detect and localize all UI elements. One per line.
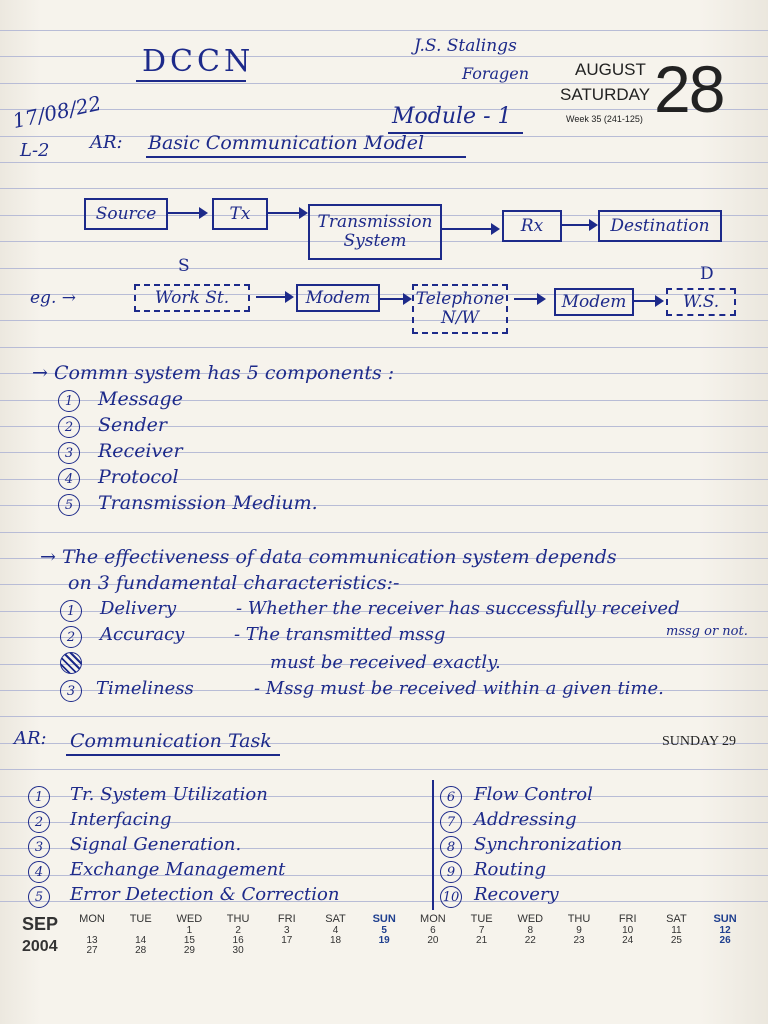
calendar-day-column [267,914,307,956]
number-circle: 3 [58,442,80,464]
heading-underline [146,156,466,158]
task-item: Synchronization [474,834,623,855]
calendar-date: 22 [524,935,536,946]
components-intro: → Commn system has 5 components : [32,362,395,384]
ruled-line [0,162,768,163]
calendar-date [510,946,550,956]
number-circle: 1 [28,786,50,808]
calendar-date: 21 [476,935,488,946]
effectiveness-line-1: → The effectiveness of data communication system depends [40,546,617,568]
calendar-weekday: MON [420,913,446,925]
calendar-weekday: SAT [325,913,346,925]
number-circle: 1 [60,600,82,622]
arrow [634,300,662,302]
task-column-divider [432,780,434,910]
component-item: Protocol [98,466,179,488]
calendar-date [316,946,356,956]
calendar-date [559,946,599,956]
diary-month: AUGUST [575,60,646,79]
destination-box: Destination [598,210,722,242]
calendar-date [656,946,696,956]
calendar-day-column [72,914,112,956]
component-item: Message [98,388,183,410]
number-circle: 1 [58,390,80,412]
calendar-date: 3 [284,925,290,936]
calendar-date: 30 [232,945,244,956]
note-date: 17/08/22 [10,90,104,134]
task-item: Signal Generation. [70,834,242,855]
calendar-date: 6 [430,925,436,936]
accuracy-label: Accuracy [100,624,185,645]
arrow [166,212,206,214]
calendar-date: 28 [135,945,147,956]
section-marker: AR: [90,132,123,153]
number-circle: 10 [440,886,462,908]
scribbled-out-mark [60,652,82,674]
calendar-weekday: FRI [618,913,637,925]
component-item: Receiver [98,440,183,462]
tx-box: Tx [212,198,268,230]
sunday-label: SUNDAY 29 [662,734,737,749]
ruled-line [0,769,768,770]
calendar-weekday: TUE [129,913,152,925]
calendar-weekday: SAT [666,913,687,925]
calendar-date: 8 [527,925,534,936]
calendar-weekday: MON [79,913,105,925]
calendar-date: 12 [719,925,731,936]
number-circle: 3 [28,836,50,858]
calendar-day-column [316,914,356,956]
calendar-date [267,946,307,956]
telephone-network-box: Telephone N/W [412,284,508,334]
ruled-line [0,56,768,57]
calendar-date [462,946,502,956]
delivery-tail: mssg or not. [666,624,748,639]
ruled-line [0,532,768,533]
work-station-box: Work St. [134,284,250,312]
task-item: Tr. System Utilization [70,784,268,805]
publisher-name: Foragen [462,64,530,83]
calendar-day-column [462,914,502,956]
calendar-date: 20 [427,935,439,946]
task-item: Exchange Management [70,859,286,880]
heading-underline [66,754,280,756]
number-circle: 5 [58,494,80,516]
calendar-date: 4 [332,925,339,936]
calendar-day-column [218,914,258,956]
calendar-weekday: WED [176,913,203,925]
effectiveness-line-2: on 3 fundamental characteristics:- [68,572,400,594]
ruled-line [0,716,768,717]
diary-day-number: 28 [654,52,724,126]
ruled-line [0,294,768,295]
number-circle: 4 [58,468,80,490]
arrow [440,228,498,230]
calendar-weekday: THU [226,913,250,925]
number-circle: 7 [440,811,462,833]
calendar-weekday: SUN [372,913,396,925]
calendar-date: 27 [86,945,98,956]
title-underline [136,80,246,82]
timeliness-label: Timeliness [96,678,194,699]
calendar-date [608,946,648,956]
calendar-date [413,946,453,956]
arrow [266,212,306,214]
calendar-date: 23 [573,935,585,946]
number-circle: 2 [58,416,80,438]
module-title: Module - 1 [392,104,512,129]
calendar-weekday: TUE [470,913,493,925]
component-item: Sender [98,414,167,436]
ruled-line [0,83,768,84]
calendar-day-column [705,914,745,956]
mini-calendar [0,908,768,968]
calendar-date: 18 [329,935,342,946]
author-name: J.S. Stalings [414,36,517,56]
lecture-number: L-2 [20,140,50,161]
number-circle: 8 [440,836,462,858]
accuracy-description-2: must be received exactly. [270,652,501,673]
ruled-line [0,268,768,269]
task-item: Interfacing [70,809,172,830]
calendar-day-column [656,914,696,956]
calendar-date: 25 [670,935,682,946]
number-circle: 2 [60,626,82,648]
calendar-date: 11 [671,925,682,936]
workstation-destination-box: W.S. [666,288,736,316]
arrow [380,298,410,300]
number-circle: 6 [440,786,462,808]
calendar-day-column [364,914,404,956]
task-item: Flow Control [474,784,593,805]
calendar-day-column [121,914,161,956]
transmission-system-box: Transmission System [308,204,442,260]
section-heading: Communication Task [70,730,272,752]
d-label: D [700,264,714,284]
calendar-day-column [559,914,599,956]
component-item: Transmission Medium. [98,492,318,514]
calendar-date: 19 [378,935,390,946]
calendar-weekday: WED [517,913,544,925]
delivery-description: - Whether the receiver has successfully received [236,598,680,619]
diary-weekday: SATURDAY [560,85,651,104]
calendar-day-column [413,914,453,956]
calendar-date [364,946,404,956]
ruled-line [0,320,768,321]
calendar-date: 24 [622,935,634,946]
calendar-weekday: SUN [713,913,737,925]
task-item: Addressing [474,809,577,830]
calendar-date: 5 [381,925,387,936]
number-circle: 3 [60,680,82,702]
calendar-date: 14 [135,935,147,946]
ruled-line [0,188,768,189]
delivery-label: Delivery [100,598,177,619]
calendar-day-column [510,914,550,956]
calendar-date: 2 [235,925,241,936]
diary-week-info: Week 35 (241-125) [566,114,643,124]
modem-box: Modem [554,288,634,316]
calendar-date [705,946,745,956]
calendar-date: 7 [478,925,485,936]
section-heading: Basic Communication Model [148,132,425,154]
calendar-date: 9 [576,925,582,936]
ruled-line [0,30,768,31]
eg-label: eg. → [30,288,76,308]
calendar-day-column [169,914,209,956]
calendar-date: 26 [719,935,731,946]
task-item: Error Detection & Correction [70,884,340,905]
number-circle: 2 [28,811,50,833]
calendar-date: 15 [183,935,195,946]
calendar-date: 29 [183,945,195,956]
task-item: Routing [474,859,547,880]
timeliness-description: - Mssg must be received within a given time. [254,678,664,699]
source-box: Source [84,198,168,230]
task-item: Recovery [474,884,559,905]
calendar-year: 2004 [22,938,58,955]
section-marker: AR: [14,728,47,749]
s-label: S [178,256,190,276]
arrow [514,298,544,300]
calendar-day-column [608,914,648,956]
calendar-date: 13 [86,935,98,946]
number-circle: 9 [440,861,462,883]
modem-box: Modem [296,284,380,312]
calendar-weekday: THU [567,913,591,925]
calendar-date: 10 [622,925,634,936]
calendar-weekday: FRI [277,913,296,925]
number-circle: 5 [28,886,50,908]
calendar-month: SEP [22,914,59,934]
arrow [560,224,596,226]
accuracy-description: - The transmitted mssg [234,624,446,645]
page-title: DCCN [142,44,255,79]
ruled-line [0,347,768,348]
number-circle: 4 [28,861,50,883]
ruled-line [0,109,768,110]
calendar-date: 1 [186,925,193,936]
calendar-date: 16 [232,935,244,946]
arrow [256,296,292,298]
calendar-date: 17 [281,935,293,946]
rx-box: Rx [502,210,562,242]
